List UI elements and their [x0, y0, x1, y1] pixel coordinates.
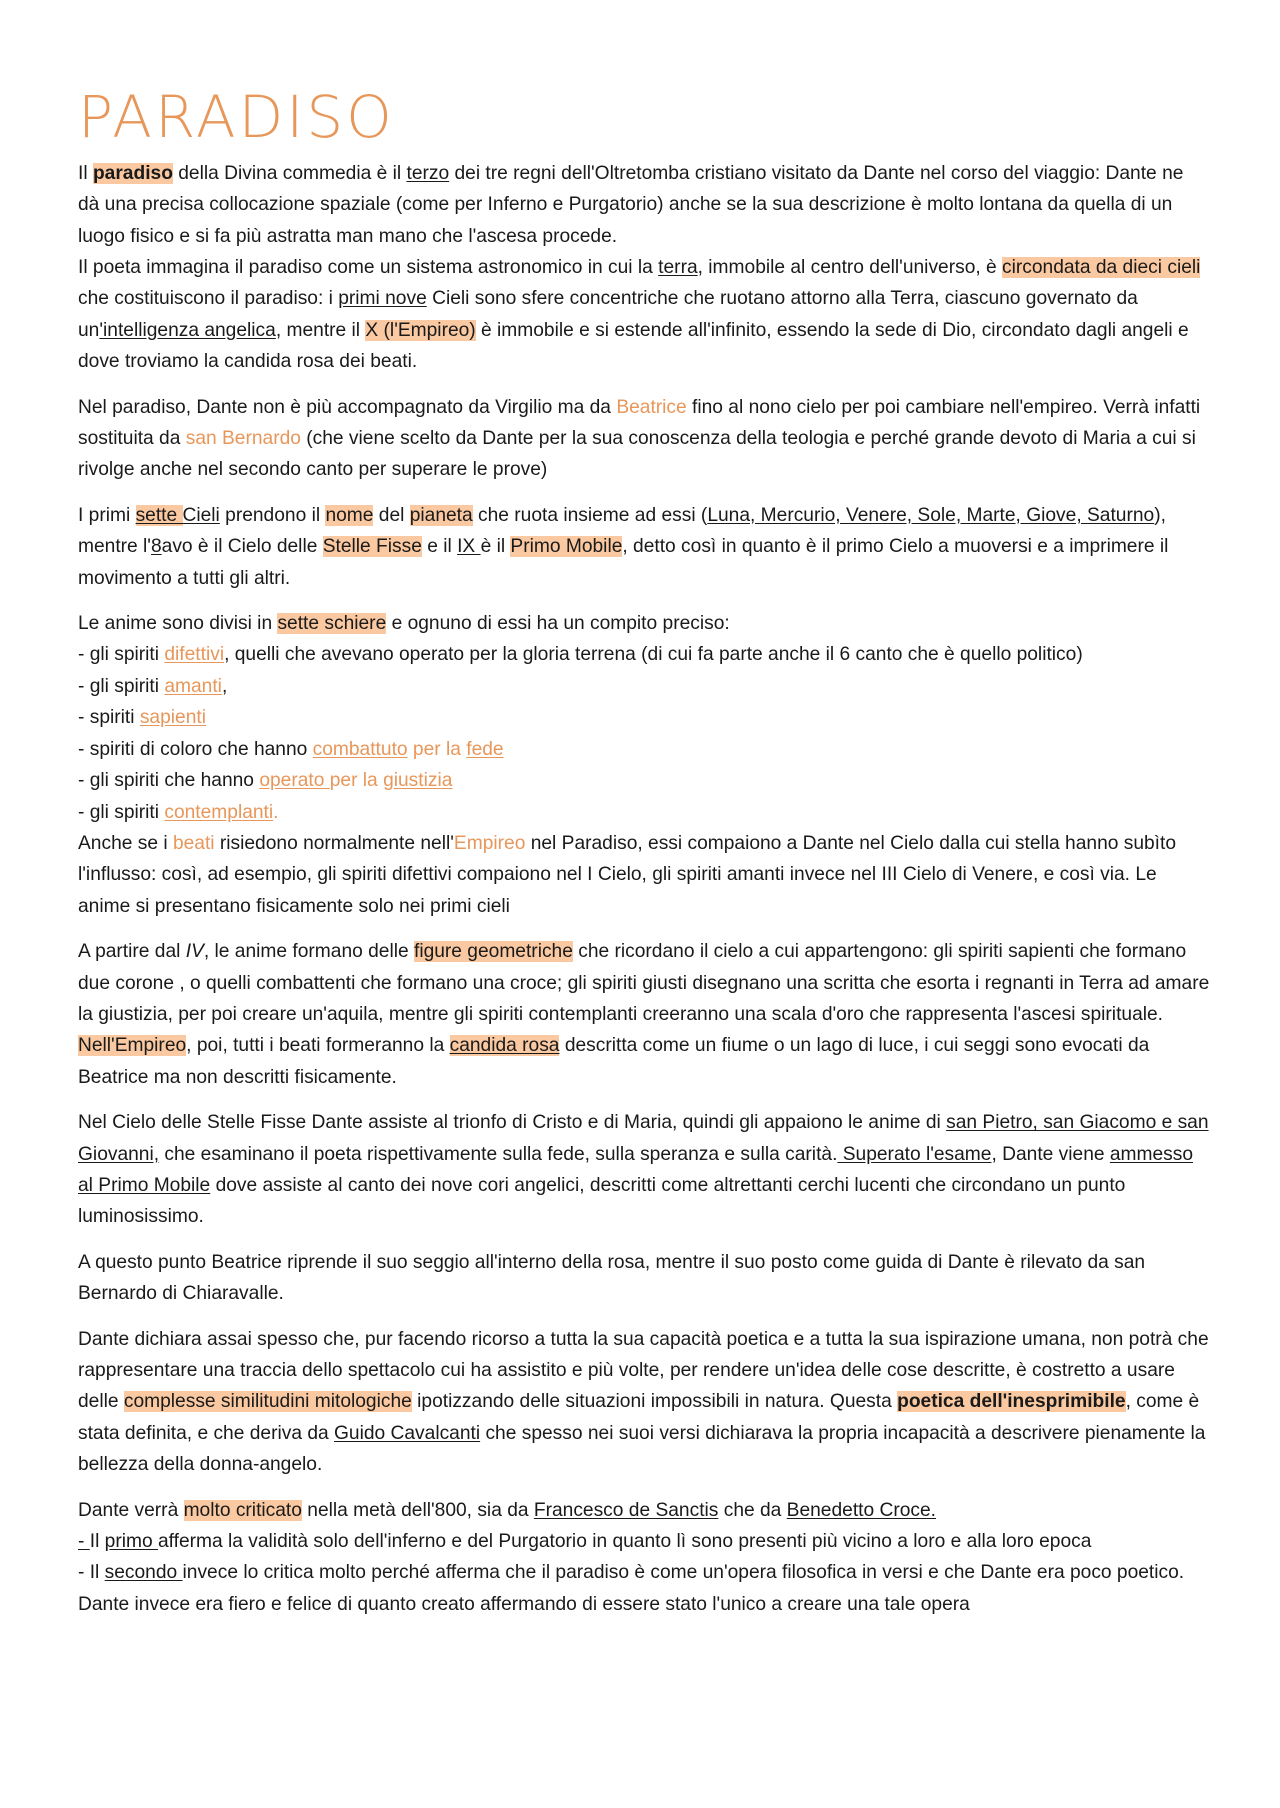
text: , detto così in quanto è il primo Cielo a muoversi e a imprimere il movimento a tutti gli altri. — [78, 536, 1169, 589]
orange-text: Empireo — [453, 832, 526, 854]
text: , poi, tutti i beati formeranno la — [186, 1035, 450, 1057]
text: (che viene scelto da Dante per la sua conoscenza della teologia e perché grande devoto di Maria a cui si rivolge anche nel secondo canto per superare le prove) — [78, 428, 1196, 481]
list-item: - gli spiriti — [78, 644, 165, 666]
underline: Luna, Mercurio, Venere, Sole, Marte, Giove, Saturno — [707, 504, 1155, 526]
text: Dante verrà — [78, 1499, 184, 1521]
text: che ruota insieme ad essi ( — [472, 504, 708, 526]
paragraph-inexpressible — [78, 1324, 1210, 1481]
orange-text: combattuto — [312, 738, 408, 760]
orange-text: . — [273, 801, 279, 823]
underline: 8 — [150, 536, 162, 558]
paragraph-guides — [78, 392, 1210, 486]
orange-text: difettivi — [164, 644, 225, 666]
text: ipotizzando delle situazioni impossibili in natura. Questa — [411, 1391, 898, 1413]
text: , come è stata definita, e che deriva da — [78, 1391, 1200, 1444]
text: Il — [89, 1531, 105, 1553]
text: invece lo critica molto perché afferma che il paradiso è come un'opera filosofica in versi e che Dante era poco poetico. Dante invece era fiero e felice di quanto creato affermando di essere stato l'unico a creare una tale opera — [78, 1562, 1185, 1615]
text: del — [373, 504, 410, 526]
text: A partire dal — [78, 941, 186, 963]
text: che esaminano il poeta rispettivamente sulla fede, sulla speranza e sulla carità. — [159, 1143, 838, 1165]
underline: primi nove — [338, 288, 427, 310]
highlight: X (l'Empireo) — [365, 319, 476, 341]
orange-text: Beatrice — [616, 396, 687, 418]
underline: Superato l'esame — [837, 1143, 992, 1165]
list-item: - gli spiriti — [78, 675, 165, 697]
list-item: - spiriti di coloro che hanno — [78, 738, 313, 760]
highlight: Primo Mobile — [510, 536, 623, 558]
orange-text: per la — [329, 770, 384, 792]
text: è immobile e si estende all'infinito, essendo la sede di Dio, circondato dagli angeli e dove troviamo la candida rosa dei beati. — [78, 319, 1189, 373]
underline: IX — [457, 536, 481, 558]
highlight: paradiso — [92, 162, 173, 184]
paragraph-beatrice — [78, 1247, 1210, 1310]
text: afferma la validità solo dell'inferno e del Purgatorio in quanto lì sono presenti più vicino a loro e alla loro epoca — [157, 1531, 1092, 1553]
text: , quelli che avevano operato per la gloria terrena (di cui fa parte anche il 6 canto che è quello politico) — [224, 644, 1083, 666]
text: risiedono normalmente nell' — [214, 832, 454, 854]
text: , Dante viene — [991, 1143, 1110, 1165]
page-title: PARADISO — [78, 83, 395, 151]
list-item: - — [78, 1531, 90, 1553]
text: , le anime formano delle — [203, 941, 414, 963]
list-item: - gli spiriti che hanno — [78, 770, 260, 792]
text: Dante dichiara assai spesso che, pur facendo ricorso a tutta la sua capacità poetica e a tutta la sua ispirazione umana, non potrà che rappresentare una traccia dello spettacolo cui ha assistito e più volte, per rendere un'idea delle cose descritte, è costretto a usare delle — [78, 1328, 1209, 1413]
highlight: candida rosa — [449, 1035, 560, 1057]
text: , immobile al centro dell'universo, è — [697, 257, 1003, 279]
text: ), mentre l' — [78, 504, 1166, 558]
text: è il — [480, 536, 511, 558]
underline: Cieli — [182, 504, 220, 526]
orange-text: operato — [259, 770, 330, 792]
italic-text: IV — [185, 941, 204, 963]
text: Cieli sono sfere concentriche che ruotano attorno alla Terra, ciascuno governato da un — [78, 288, 1138, 341]
paragraph-intro — [78, 158, 1210, 378]
text: , mentre il — [275, 319, 366, 341]
highlight: sette — [135, 504, 183, 526]
text: avo è il Cielo delle — [161, 536, 323, 558]
text: dei tre regni dell'Oltretomba cristiano visitato da Dante nel corso del viaggio: Dante ne dà una precisa collocazione spaziale (come per Inferno e Purgatorio) anche se la sua descrizione è molto lontana da quella di un luogo fisico e si fa più astratta man mano che l'ascesa procede. — [78, 162, 1184, 247]
paragraph-heavens — [78, 500, 1210, 594]
text: della Divina commedia è il — [172, 162, 407, 184]
orange-text: per la — [407, 738, 467, 760]
text: nella metà dell'800, sia da — [301, 1499, 534, 1521]
highlight: figure geometriche — [413, 941, 573, 963]
text: Anche se i — [78, 832, 173, 854]
orange-text: beati — [172, 832, 215, 854]
text: fino al nono cielo per poi cambiare nell'empireo. Verrà infatti sostituita da — [78, 396, 1201, 450]
text: nel Paradiso, essi compaiono a Dante nel Cielo dalla cui stella hanno subìto l'influsso: così, ad esempio, gli spiriti difettivi compaiono nel I Cielo, gli spiriti amanti invece nel III Cielo di Venere, e così via. Le anime si presentano fisicamente solo nei primi cieli — [78, 832, 1177, 917]
text: A questo punto Beatrice riprende il suo seggio all'interno della rosa, mentre il suo posto come guida di Dante è rilevato da san Bernardo di Chiaravalle. — [78, 1251, 1146, 1305]
highlight: complesse similitudini mitologiche — [123, 1391, 412, 1413]
paragraph-fixed-stars — [78, 1107, 1210, 1233]
underline: primo — [104, 1531, 158, 1553]
highlight: molto criticato — [183, 1499, 302, 1521]
paragraph-souls — [78, 608, 1210, 922]
highlight: nome — [325, 504, 374, 526]
underline: 'intelligenza angelica — [99, 319, 276, 341]
text: dove assiste al canto dei nove cori angelici, descritti come altrettanti cerchi lucenti che circondano un punto luminosissimo. — [78, 1174, 1126, 1228]
underline: secondo — [104, 1562, 183, 1584]
orange-text: fede — [466, 738, 504, 760]
text: I primi — [78, 504, 136, 526]
text: Il poeta immagina il paradiso come un sistema astronomico in cui la — [78, 257, 659, 279]
highlight: sette schiere — [277, 613, 387, 635]
text: e ognuno di essi ha un compito preciso: — [386, 613, 730, 635]
list-item: - gli spiriti — [78, 801, 165, 823]
text: Le anime sono divisi in — [78, 613, 278, 635]
orange-text: giustizia — [383, 770, 453, 792]
underline: ammesso al Primo Mobile — [78, 1143, 1194, 1196]
orange-text: contemplanti — [164, 801, 274, 823]
text: che costituiscono il paradiso: i — [78, 288, 339, 310]
highlight: pianeta — [409, 504, 473, 526]
text: prendono il — [219, 504, 326, 526]
orange-text: amanti — [164, 675, 222, 697]
underline: Guido Cavalcanti — [334, 1422, 481, 1444]
orange-text: sapienti — [139, 707, 206, 729]
text: che da — [718, 1499, 787, 1521]
text: Nel Cielo delle Stelle Fisse Dante assiste al trionfo di Cristo e di Maria, quindi gli appaiono le anime di — [78, 1112, 947, 1134]
text: , — [221, 675, 228, 697]
paragraph-figures — [78, 936, 1210, 1093]
list-item: - Il — [78, 1562, 105, 1584]
highlight: poetica dell'inesprimibile — [897, 1391, 1126, 1413]
text: Il — [78, 162, 93, 184]
text: che spesso nei suoi versi dichiarava la propria incapacità a descrivere pienamente la bellezza della donna-angelo. — [78, 1422, 1206, 1476]
highlight: circondata da dieci cieli — [1002, 257, 1201, 279]
underline: terzo — [406, 162, 450, 184]
text: e il — [421, 536, 458, 558]
orange-text: san Bernardo — [185, 428, 301, 450]
text: che ricordano il cielo a cui appartengono: gli spiriti sapienti che formano due corone , o quelli combattenti che formano una croce; gli spiriti giusti disegnano una scritta che esorta i regnanti in Terra ad amare la giustizia, per poi creare un'aquila, mentre gli spiriti contemplanti creeranno una scala d'oro che rappresenta l'ascesi spirituale. — [78, 941, 1210, 1025]
paragraph-criticism — [78, 1495, 1210, 1621]
underline: Francesco de Sanctis — [533, 1499, 719, 1521]
text: Nel paradiso, Dante non è più accompagnato da Virgilio ma da — [78, 396, 617, 418]
underline: Benedetto Croce. — [786, 1499, 937, 1521]
underline: terra — [658, 257, 698, 279]
underline: san Pietro, san Giacomo e san Giovanni, — [78, 1112, 1209, 1165]
highlight: Nell'Empireo — [78, 1035, 187, 1057]
text: descritta come un fiume o un lago di luce, i cui seggi sono evocati da Beatrice ma non descritti fisicamente. — [78, 1035, 1150, 1088]
list-item: - spiriti — [78, 707, 140, 729]
highlight: Stelle Fisse — [322, 536, 422, 558]
